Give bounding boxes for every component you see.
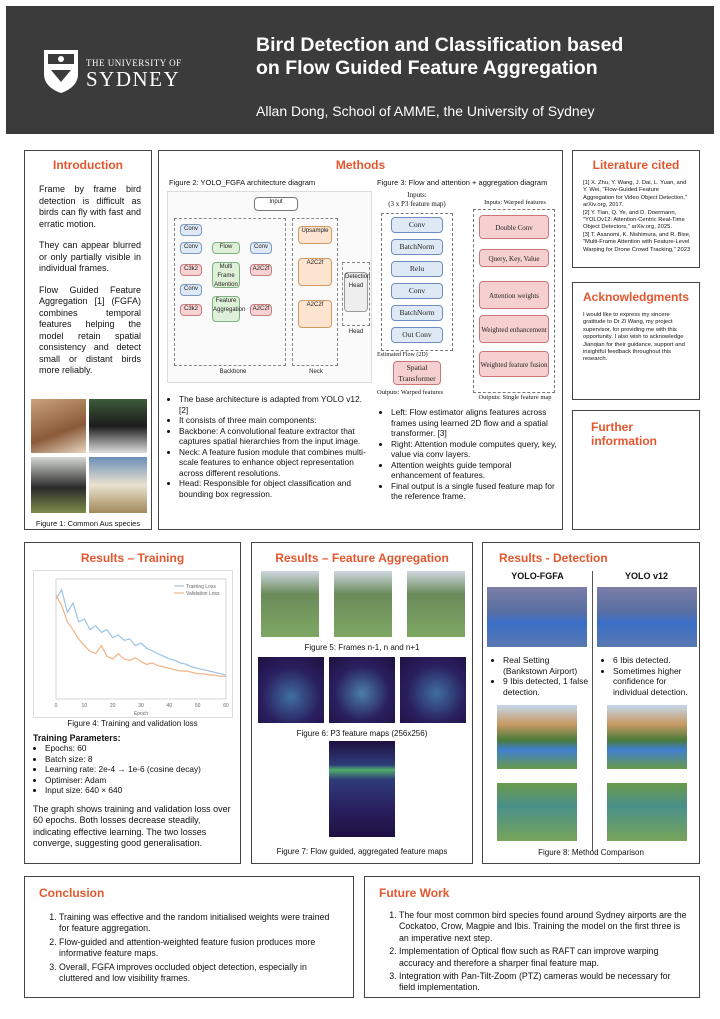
column-divider	[592, 571, 593, 851]
flow-box: Flow	[212, 242, 240, 254]
acknowledgments-text: I would like to express my sincere gratitude to Dr Zi Wang, my project supervisor, for providing me with this opportunity. I also wish to acknowledge Jianqian for their guidance, support and insightful feedback throughout this research.	[583, 312, 685, 363]
fgfa-detection-image	[487, 587, 587, 647]
diagram-block: BatchNorm	[391, 239, 443, 255]
fgfa-result-bullets	[491, 655, 589, 697]
intro-paragraph-2: They can appear blurred or only partially visible in individual frames.	[39, 240, 141, 273]
detection-head-box: Detection Head	[344, 272, 368, 312]
conv-block: Conv	[180, 224, 202, 236]
backbone-label: Backbone	[219, 369, 247, 375]
poster-header	[6, 6, 714, 134]
training-param: • Batch size: 8	[45, 754, 237, 765]
x-tick-label: 50	[194, 703, 201, 709]
detection-bullet: • Sometimes higher confidence for individual detection.	[613, 666, 697, 698]
frame-n	[334, 571, 392, 637]
loss-chart-svg	[34, 571, 234, 719]
methods-right-bullets	[379, 407, 557, 502]
introduction-panel	[24, 150, 152, 530]
training-params-title: Training Parameters:	[33, 733, 121, 743]
results-training-title: Results – Training	[80, 551, 185, 565]
university-prefix: THE UNIVERSITY OF	[86, 58, 182, 68]
architecture-diagram	[167, 191, 372, 383]
future-work-item: 3. Integration with Pan-Tilt-Zoom (PTZ) cameras would be necessary for field implementation.	[399, 971, 687, 994]
outputs-warped-label: Outputs: Warped features	[377, 389, 444, 396]
results-detection-title: Results - Detection	[499, 551, 608, 565]
intro-paragraph-1: Frame by frame bird detection is difficult as birds can fly with fast and erratic motion.	[39, 184, 141, 229]
reference-list	[573, 172, 699, 254]
methods-title: Methods	[335, 158, 386, 172]
a2c2f-block: A2C2f	[250, 264, 272, 276]
diagram-block: BatchNorm	[391, 305, 443, 321]
further-info-title-line-2: information	[591, 434, 657, 448]
training-param: • Input size: 640 × 640	[45, 785, 237, 796]
attention-inputs-label: Inputs: Warped features	[484, 199, 546, 206]
future-work-title: Future Work	[379, 886, 450, 900]
results-training-panel	[24, 542, 241, 864]
diagram-block: Weighted enhancement	[479, 315, 549, 343]
c3k2-block: C3k2	[180, 304, 202, 316]
reference-item: [1] X. Zhu, Y. Wang, J. Dai, L. Yuan, and Y. Wei, "Flow-Guided Feature Aggregation for Video Object Detection," arXiv.org, 2017.	[583, 180, 688, 209]
conclusion-item: 2. Flow-guided and attention-weighted feature fusion produces more informative feature maps.	[59, 937, 341, 960]
a2c2f-block: A2C2f	[298, 258, 332, 286]
x-tick-label: 30	[138, 703, 144, 709]
methods-bullet: • Head: Responsible for object classification and bounding box regression.	[179, 478, 373, 499]
figure-3-caption: Figure 3: Flow and attention + aggregation diagram	[377, 178, 548, 187]
methods-bullet: • Final output is a single fused feature map for the reference frame.	[391, 481, 557, 502]
training-param: • Epochs: 60	[45, 743, 237, 754]
a2c2f-block: A2C2f	[250, 304, 272, 316]
methods-bullet: • Backbone: A convolutional feature extractor that captures spatial hierarchies from the input image.	[179, 426, 373, 447]
neck-label: Neck	[309, 369, 323, 375]
methods-bullet: • Neck: A feature fusion module that combines multi-scale features to enhance object representation across different resolutions.	[179, 447, 373, 479]
literature-panel	[572, 150, 700, 268]
frame-n-minus-1	[261, 571, 319, 637]
conclusion-list	[43, 912, 341, 984]
acknowledgments-panel	[572, 282, 700, 400]
intro-paragraph-3: Flow Guided Feature Aggregation [1] (FGFA) combines temporal features helping the model retain spatial consistency and detect small or distant birds more reliably.	[39, 284, 141, 375]
chart-plot-area	[56, 579, 226, 699]
further-info-panel	[572, 410, 700, 530]
x-tick-label: 40	[166, 703, 173, 709]
fgfa-airport-image-1	[497, 705, 577, 769]
feature-map-3	[400, 657, 466, 723]
literature-title: Literature cited	[592, 158, 680, 172]
diagram-block: Query, Key, Value	[479, 249, 549, 267]
future-work-panel	[364, 876, 700, 998]
poster-title	[256, 34, 716, 80]
university-name: SYDNEY	[86, 67, 181, 91]
conv-block: Conv	[180, 242, 202, 254]
x-tick-label: 10	[81, 703, 88, 709]
v12-result-bullets	[601, 655, 697, 697]
flow-inputs-label	[381, 191, 453, 209]
diagram-block: Weighted feature fusion	[479, 351, 549, 377]
figure-1-caption: Figure 1: Common Aus species	[35, 519, 141, 528]
bird-photo-2	[89, 399, 147, 453]
diagram-block: Conv	[391, 283, 443, 299]
feature-aggregation-box: Feature Aggregation	[212, 296, 240, 322]
x-tick-label: 0	[54, 703, 58, 709]
methods-bullet: • Right: Attention module computes query, key, value via conv layers.	[391, 439, 557, 460]
legend-label: Validation Loss	[186, 591, 220, 597]
further-info-title	[591, 420, 699, 448]
diagram-block: Attention weights	[479, 281, 549, 309]
figure-6-caption: Figure 6: P3 feature maps (256x256)	[296, 729, 428, 738]
flow-inputs-sub: (3 x P3 feature map)	[388, 200, 446, 208]
head-label: Head	[348, 329, 364, 335]
conclusion-title: Conclusion	[39, 886, 105, 900]
c3k2-block: C3k2	[180, 264, 202, 276]
detection-bullet: • 6 Ibis detected.	[613, 655, 697, 666]
diagram-block: Out Conv	[391, 327, 443, 343]
feature-map-1	[258, 657, 324, 723]
aggregated-feature-map	[329, 741, 395, 837]
methods-left-bullets	[167, 394, 373, 499]
upsample-block: Upsample	[298, 226, 332, 244]
detection-bullet: • Real Setting (Bankstown Airport)	[503, 655, 589, 676]
bird-photo-grid	[31, 399, 147, 517]
outputs-single-label: Outputs: Single feature map	[478, 394, 552, 401]
flow-attention-diagram	[377, 191, 559, 401]
figure-8-caption: Figure 8: Method Comparison	[538, 848, 644, 857]
conv-block: Conv	[180, 284, 202, 296]
figure-5-caption: Figure 5: Frames n-1, n and n+1	[304, 643, 420, 652]
results-detection-panel	[482, 542, 700, 864]
figure-2-caption: Figure 2: YOLO_FGFA architecture diagram	[169, 178, 316, 187]
x-axis-label: Epoch	[133, 711, 149, 717]
figure-7-caption: Figure 7: Flow guided, aggregated feature maps	[276, 847, 448, 856]
spatial-transformer-box: Spatial Transformer	[393, 361, 441, 385]
bird-photo-1	[31, 399, 86, 453]
training-param: • Learning rate: 2e-4 → 1e-6 (cosine decay)	[45, 764, 237, 775]
multi-frame-attention-box: Multi Frame Attention	[212, 262, 240, 288]
v12-detection-image	[597, 587, 697, 647]
introduction-title: Introduction	[53, 158, 123, 172]
reference-item: [3] T. Asanomi, K. Nishimura, and R. Bise, "Multi-Frame Attention with Feature-Level Warping for Drone Crowd Tracking," 2023	[583, 231, 691, 253]
results-aggregation-title: Results – Feature Aggregation	[275, 551, 449, 565]
methods-bullet: • The base architecture is adapted from YOLO v12. [2]	[179, 394, 373, 415]
methods-bullet: • It consists of three main components:	[179, 415, 373, 426]
diagram-block: Relu	[391, 261, 443, 277]
training-params	[33, 733, 237, 850]
future-work-item: 1. The four most common bird species found around Sydney airports are the Cockatoo, Crow, Magpie and Ibis. Training the model on the first three is an imperative next step.	[399, 910, 687, 944]
introduction-text	[25, 184, 151, 377]
conv-block: Conv	[250, 242, 272, 254]
a2c2f-block: A2C2f	[298, 300, 332, 328]
diagram-block: Conv	[391, 217, 443, 233]
training-param: • Optimiser: Adam	[45, 775, 237, 786]
input-box: Input	[254, 197, 298, 211]
acknowledgments-title: Acknowledgments	[582, 290, 690, 304]
fgfa-airport-image-2	[497, 783, 577, 841]
future-work-item: 2. Implementation of Optical flow such as RAFT can improve warping accuracy and therefore a sharper final feature map.	[399, 946, 687, 969]
loss-chart	[33, 570, 233, 718]
yolo-v12-label: YOLO v12	[624, 571, 669, 581]
x-tick-label: 60	[223, 703, 229, 709]
author-line: Allan Dong, School of AMME, the University of Sydney	[256, 103, 595, 119]
feature-map-2	[329, 657, 395, 723]
title-line-2: on Flow Guided Feature Aggregation	[256, 57, 598, 79]
yolo-fgfa-label: YOLO-FGFA	[511, 571, 564, 581]
conclusion-panel	[24, 876, 354, 998]
v12-airport-image-1	[607, 705, 687, 769]
diagram-block: Double Conv	[479, 215, 549, 239]
methods-bullet: • Left: Flow estimator aligns features across frames using learned 2D flow and a spatial transformer. [3]	[391, 407, 557, 439]
results-aggregation-panel	[251, 542, 473, 864]
conclusion-item: 1. Training was effective and the random initialised weights were trained for feature aggregation.	[59, 912, 341, 935]
figure-4-caption: Figure 4: Training and validation loss	[67, 719, 198, 728]
frame-n-plus-1	[407, 571, 465, 637]
reference-item: [2] Y. Tian, Q. Ye, and D. Doermann, "YOLOv12: Attention-Centric Real-Time Object Detectors," arXiv.org, 2025.	[583, 209, 685, 231]
flow-inputs-title: Inputs:	[407, 191, 427, 199]
conclusion-item: 3. Overall, FGFA improves occluded object detection, especially in cluttered and low visibility frames.	[59, 962, 341, 985]
estimated-flow-label: Estimated Flow (2D)	[377, 352, 428, 358]
future-work-list	[383, 910, 687, 994]
methods-panel	[158, 150, 563, 530]
bird-photo-3	[31, 457, 86, 513]
title-line-1: Bird Detection and Classification based	[256, 34, 624, 56]
detection-bullet: • 9 Ibis detected, 1 false detection.	[503, 676, 589, 697]
training-params-list	[33, 743, 237, 796]
university-crest-icon	[42, 48, 80, 94]
methods-bullet: • Attention weights guide temporal enhancement of features.	[391, 460, 557, 481]
loss-series-line	[56, 595, 226, 676]
further-info-title-line-1: Further	[591, 420, 633, 434]
bird-photo-4	[89, 457, 147, 513]
v12-airport-image-2	[607, 783, 687, 841]
training-summary: The graph shows training and validation loss over 60 epochs. Both losses decrease steadily, indicating effective learning. The two losses converge, suggesting good generalisation.	[33, 803, 231, 848]
x-tick-label: 20	[109, 703, 116, 709]
legend-label: Training Loss	[186, 584, 216, 590]
university-logo	[42, 48, 202, 100]
